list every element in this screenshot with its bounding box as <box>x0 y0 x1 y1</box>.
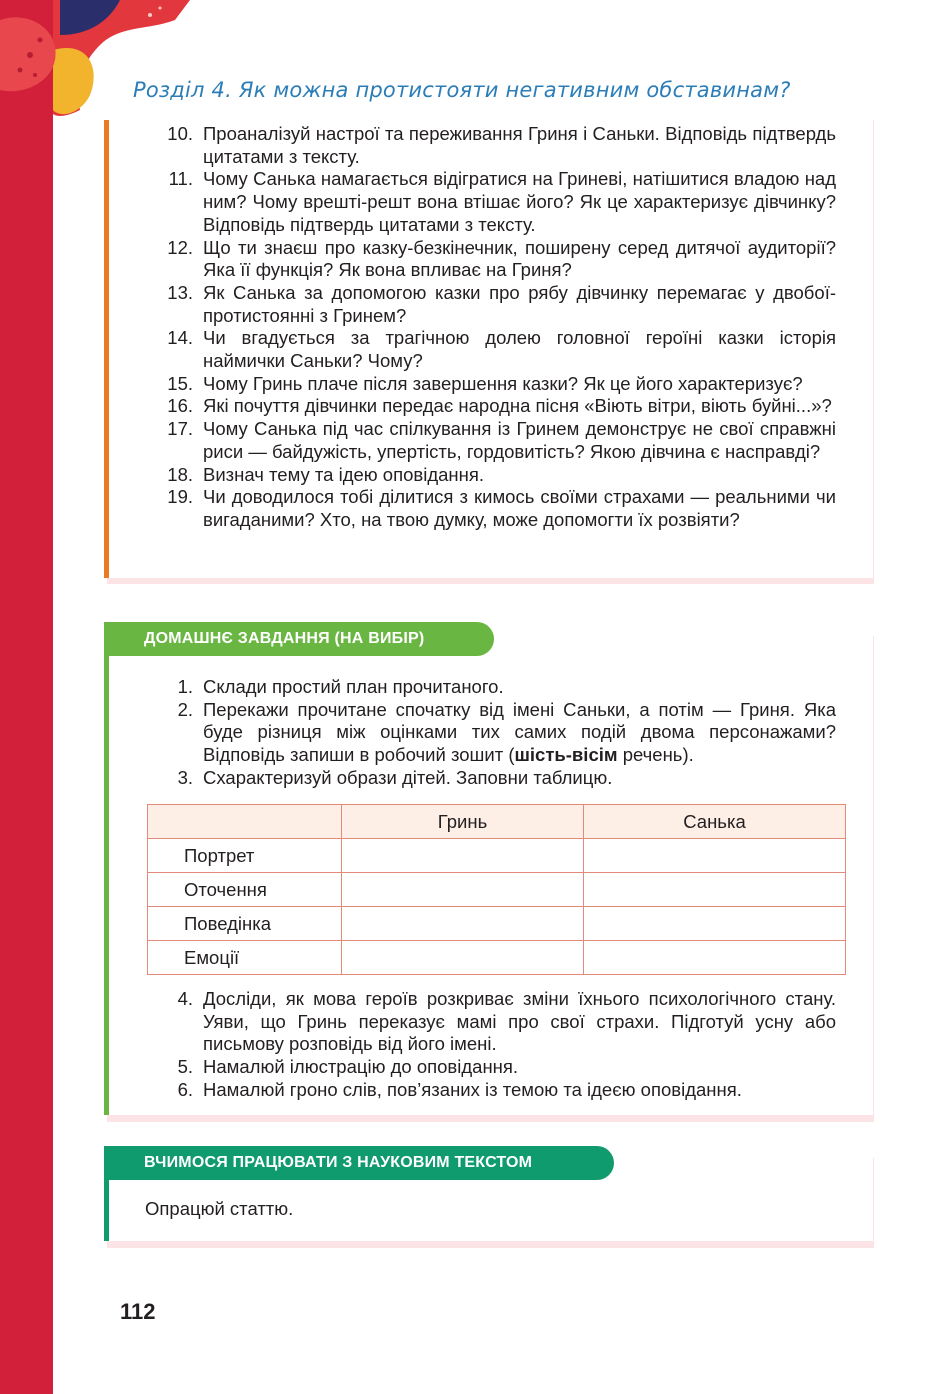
table-row <box>148 907 846 941</box>
list-item <box>135 464 836 487</box>
item-text: Проаналізуй настрої та переживання Гриня і Саньки. Відповідь підтвердь цитатами з тексту. <box>203 123 836 167</box>
item-number: 17. <box>167 418 193 440</box>
list-item <box>135 418 836 463</box>
item-number: 14. <box>167 327 193 349</box>
list-item <box>135 395 836 418</box>
list-item <box>135 327 836 372</box>
table-cell <box>584 873 846 907</box>
table-header-cell: Санька <box>584 805 846 839</box>
science-banner: ВЧИМОСЯ ПРАЦЮВАТИ З НАУКОВИМ ТЕКСТОМ <box>104 1146 614 1180</box>
left-color-band <box>0 0 53 1394</box>
page-number: 112 <box>120 1299 156 1324</box>
item-text: Досліди, як мова героїв розкриває зміни їхнього психологічного стану. Уяви, що Гринь переказує мамі про свої страхи. Підготуй усну або письмову розповідь від його імені. <box>203 988 836 1055</box>
list-item <box>135 168 836 236</box>
table-cell <box>342 907 584 941</box>
item-number: 5. <box>177 1056 193 1078</box>
table-row-label: Портрет <box>148 839 342 873</box>
table-cell <box>584 839 846 873</box>
table-cell <box>342 941 584 975</box>
list-item <box>135 988 836 1056</box>
homework-banner: ДОМАШНЄ ЗАВДАННЯ (НА ВИБІР) <box>104 622 494 656</box>
item-number: 15. <box>167 372 193 394</box>
table-row <box>148 839 846 873</box>
item-text: Чому Гринь плаче після завершення казки? Як це його характеризує? <box>203 372 803 394</box>
item-text: Що ти знаєш про казку-безкінечник, поширену серед дитячої аудиторії? Яка її функція? Як вона впливає на Гриня? <box>203 236 836 281</box>
item-number: 19. <box>167 486 193 508</box>
table-cell <box>342 873 584 907</box>
item-text: Намалюй гроно слів, пов’язаних із темою та ідеєю оповідання. <box>203 1078 742 1100</box>
table-cell <box>584 907 846 941</box>
list-item <box>135 486 836 531</box>
item-number: 13. <box>167 281 193 303</box>
table-row <box>148 941 846 975</box>
list-item: 3. Схарактеризуй образи дітей. Заповни таблицю. <box>177 766 613 788</box>
table-cell <box>584 941 846 975</box>
item-number: 10. <box>167 123 193 144</box>
table-row-label: Поведінка <box>148 907 342 941</box>
table-row <box>148 873 846 907</box>
table-cell <box>342 839 584 873</box>
characters-table <box>147 804 846 975</box>
item-text: Чому Санька під час спілкування із Гринем демонструє не свої справжні риси — байдужість, упертість, гордовитість? Якою дівчина є насправді? <box>203 418 836 462</box>
science-text: Опрацюй статтю. <box>145 1198 294 1219</box>
item-number: 16. <box>167 395 193 417</box>
item-number: 6. <box>177 1078 193 1100</box>
item-text: Чи вгадується за трагічною долею головної героїні казки історія наймички Саньки? Чому? <box>203 327 836 372</box>
item-text: Чи доводилося тобі ділитися з кимось своїми страхами — реальними чи вигаданими? Хто, на твою думку, може допомогти їх розвіяти? <box>203 486 836 530</box>
table-row-label: Оточення <box>148 873 342 907</box>
list-item <box>135 123 836 168</box>
table-header-row <box>148 805 846 839</box>
questions-box <box>104 120 873 578</box>
table-row-label: Емоції <box>148 941 342 975</box>
list-item <box>135 237 836 282</box>
homework-box <box>104 636 873 1115</box>
table-header-cell: Гринь <box>342 805 584 839</box>
list-item: 1. Склади простий план прочитаного. <box>177 676 504 697</box>
homework-list-after-table <box>135 988 836 1102</box>
item-number: 12. <box>167 236 193 258</box>
list-item: 2. Перекажи прочитане спочатку від імені Саньки, а потім — Гриня. Яка буде різниця між оцінками тих самих подій двома персонажами? Відповідь запиши в робочий зошит (шість-вісім речень). <box>177 698 836 766</box>
emphasis-text: шість-вісім <box>514 744 618 766</box>
item-text: Визнач тему та ідею оповідання. <box>203 463 485 485</box>
table-header-cell <box>148 805 342 839</box>
item-text: Які почуття дівчинки передає народна пісня «Віють вітри, віють буйні...»? <box>203 395 832 417</box>
item-number: 11. <box>168 168 193 190</box>
list-item <box>135 1056 836 1079</box>
item-number: 18. <box>167 463 193 485</box>
item-text: Чому Санька намагається відігратися на Гриневі, натішитися владою над ним? Чому врешті-решт вона втішає його? Як це характеризує дівчинку? Відповідь підтвердь цитатами з тексту. <box>203 168 836 235</box>
homework-list-before-table <box>135 676 836 790</box>
item-text: Як Санька за допомогою казки про рябу дівчинку перемагає у двобої-протистоянні з Гринем? <box>203 281 836 326</box>
list-item <box>135 282 836 327</box>
decorative-illustration <box>0 0 190 140</box>
item-number: 4. <box>177 988 193 1009</box>
list-item <box>135 1079 836 1102</box>
questions-list <box>135 123 836 532</box>
list-item <box>135 373 836 396</box>
item-text: Намалюй ілюстрацію до оповідання. <box>203 1056 519 1078</box>
chapter-title: Розділ 4. Як можна протистояти негативним обставинам? <box>133 78 791 102</box>
